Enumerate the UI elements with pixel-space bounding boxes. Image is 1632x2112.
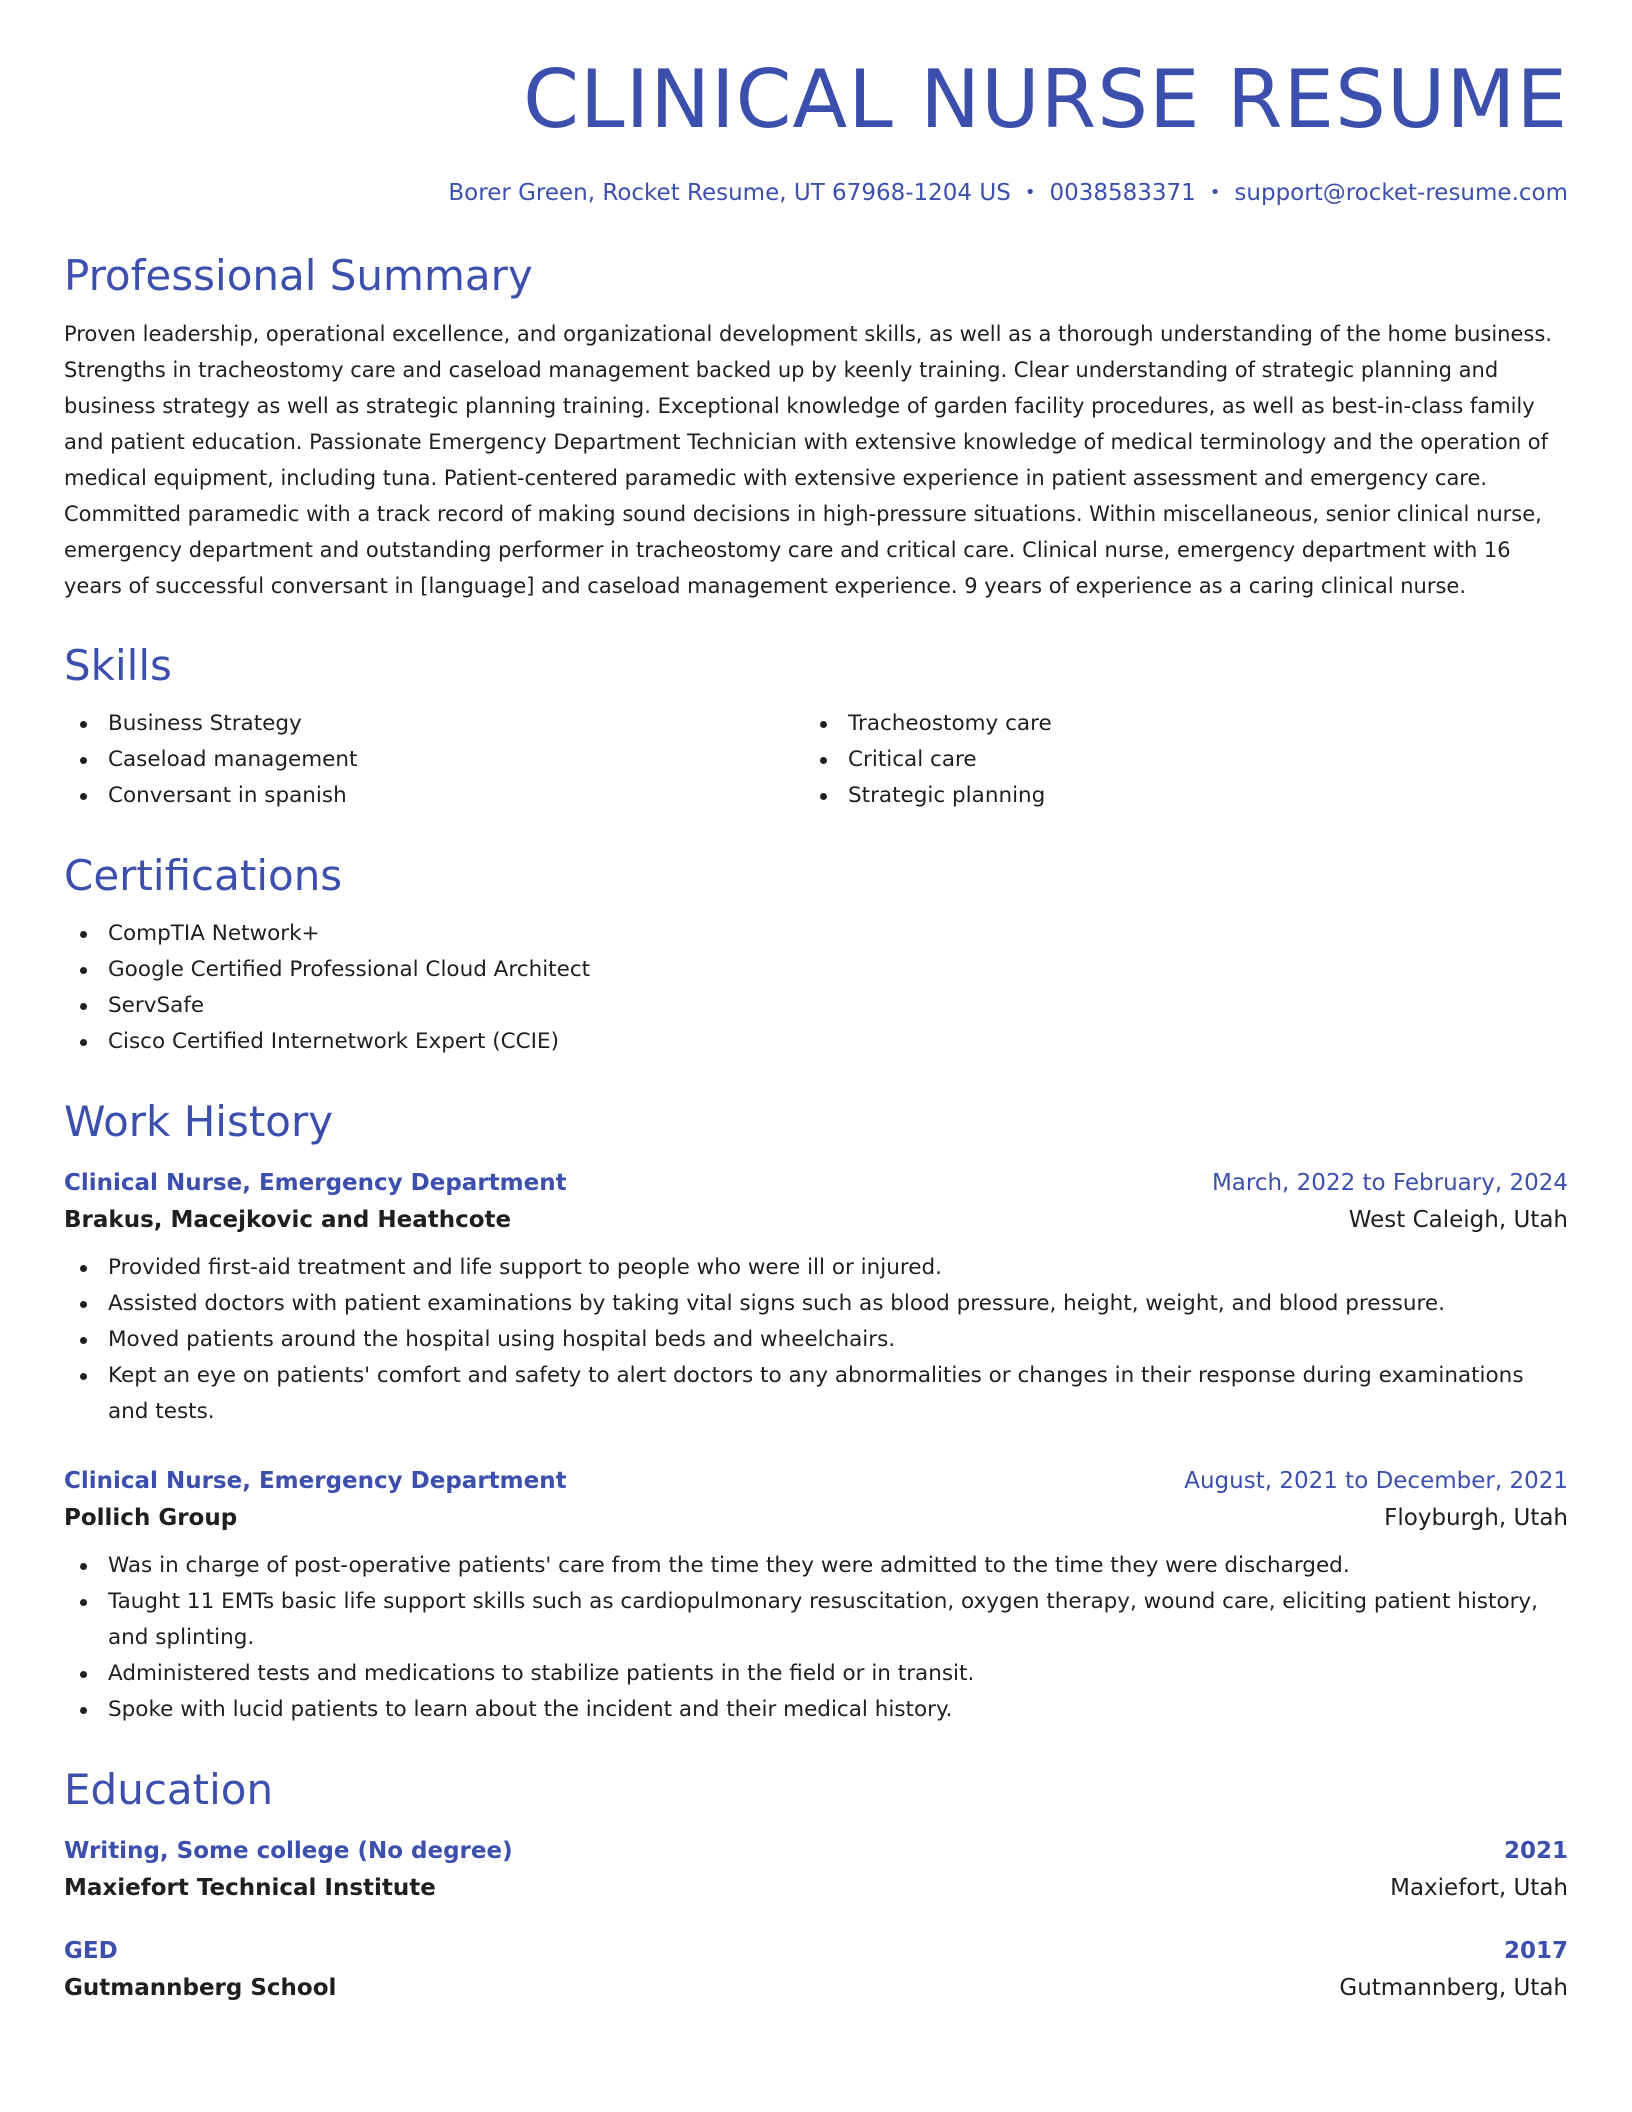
job-bullet: Spoke with lucid patients to learn about the incident and their medical history. [64,1692,1568,1728]
education-year: 2017 [1503,1938,1568,1964]
education-degree: Writing, Some college (No degree) [64,1838,513,1864]
education-entry [64,1834,1568,1908]
separator-dot: • [1209,182,1221,203]
education-heading: Education [64,1765,274,1814]
education-school: Maxiefort Technical Institute [64,1875,436,1901]
contact-phone: 0038583371 [1049,180,1196,206]
job-bullet: Provided first-aid treatment and life support to people who were ill or injured. [64,1250,1568,1286]
certifications-list [64,916,1568,1060]
job-bullet: Taught 11 EMTs basic life support skills such as cardiopulmonary resuscitation, oxygen therapy, wound care, eliciting patient history, and splinting. [64,1584,1568,1656]
education-school: Gutmannberg School [64,1975,337,2001]
skills-section [64,640,1568,814]
education-school-row [64,1968,1568,2008]
education-location: Gutmannberg, Utah [1339,1975,1568,2001]
job-bullet: Was in charge of post-operative patients' care from the time they were admitted to the time they were discharged. [64,1548,1568,1584]
skill-item: Caseload management [64,742,804,778]
work-history-heading: Work History [64,1097,334,1146]
skills-columns [64,706,1568,814]
job-bullet: Kept an eye on patients' comfort and safety to alert doctors to any abnormalities or changes in their response during examinations and tests. [64,1358,1568,1430]
skill-item: Strategic planning [804,778,1544,814]
skills-list-left [64,706,804,814]
skill-item: Critical care [804,742,1544,778]
skill-item: Tracheostomy care [804,706,1544,742]
contact-email[interactable]: support@rocket-resume.com [1234,180,1568,206]
certification-item: ServSafe [64,988,1568,1024]
education-location: Maxiefort, Utah [1390,1875,1568,1901]
resume-header [64,0,1568,210]
job-title: Clinical Nurse, Emergency Department [64,1170,567,1196]
job-bullet: Moved patients around the hospital using hospital beds and wheelchairs. [64,1322,1568,1358]
certification-item: Google Certified Professional Cloud Architect [64,952,1568,988]
job-location: Floyburgh, Utah [1384,1505,1568,1531]
page-title: CLINICAL NURSE RESUME [523,53,1568,146]
job-bullet: Assisted doctors with patient examinations by taking vital signs such as blood pressure, height, weight, and blood pressure. [64,1286,1568,1322]
contact-line [64,176,1568,210]
job-dates: August, 2021 to December, 2021 [1184,1468,1568,1494]
job-bullets [64,1250,1568,1430]
summary-section [64,250,1568,604]
separator-dot: • [1024,182,1036,203]
job-title: Clinical Nurse, Emergency Department [64,1468,567,1494]
education-degree: GED [64,1938,118,1964]
job-title-row [64,1166,1568,1200]
summary-text: Proven leadership, operational excellence, and organizational development skills, as well as a thorough understanding of the home business. Strengths in tracheostomy care and caseload management backed up by keenly training. Clear understanding of strategic planning and business strategy as well as strategic planning training. Exceptional knowledge of garden facility procedures, as well as best-in-class family and patient education. Passionate Emergency Department Technician with extensive knowledge of medical terminology and the operation of medical equipment, including tuna. Patient-centered paramedic with extensive experience in patient assessment and emergency care. Committed paramedic with a track record of making sound decisions in high-pressure situations. Within miscellaneous, senior clinical nurse, emergency department and outstanding performer in tracheostomy care and critical care. Clinical nurse, emergency department with 16 years of successful conversant in [language] and caseload management experience. 9 years of experience as a caring clinical nurse. [64,322,1552,598]
skill-item: Business Strategy [64,706,804,742]
work-history-section [64,1096,1568,1728]
job-company: Pollich Group [64,1505,238,1531]
education-degree-row [64,1834,1568,1868]
skill-item: Conversant in spanish [64,778,804,814]
education-entry [64,1934,1568,2008]
skills-list-right [804,706,1544,814]
job-location: West Caleigh, Utah [1348,1207,1568,1233]
job-bullet: Administered tests and medications to stabilize patients in the field or in transit. [64,1656,1568,1692]
job-company: Brakus, Macejkovic and Heathcote [64,1207,512,1233]
certifications-section [64,850,1568,1060]
skills-heading: Skills [64,641,172,690]
job-bullets [64,1548,1568,1728]
job-entry [64,1464,1568,1728]
job-dates: March, 2022 to February, 2024 [1211,1170,1568,1196]
summary-heading: Professional Summary [64,251,533,300]
job-company-row [64,1498,1568,1538]
education-degree-row [64,1934,1568,1968]
certification-item: Cisco Certified Internetwork Expert (CCIE) [64,1024,1568,1060]
education-year: 2021 [1503,1838,1568,1864]
certifications-heading: Certifications [64,851,343,900]
job-title-row [64,1464,1568,1498]
education-section [64,1764,1568,2008]
job-entry [64,1166,1568,1430]
education-school-row [64,1868,1568,1908]
certification-item: CompTIA Network+ [64,916,1568,952]
contact-address: Borer Green, Rocket Resume, UT 67968-1204 US [448,180,1011,206]
job-company-row [64,1200,1568,1240]
